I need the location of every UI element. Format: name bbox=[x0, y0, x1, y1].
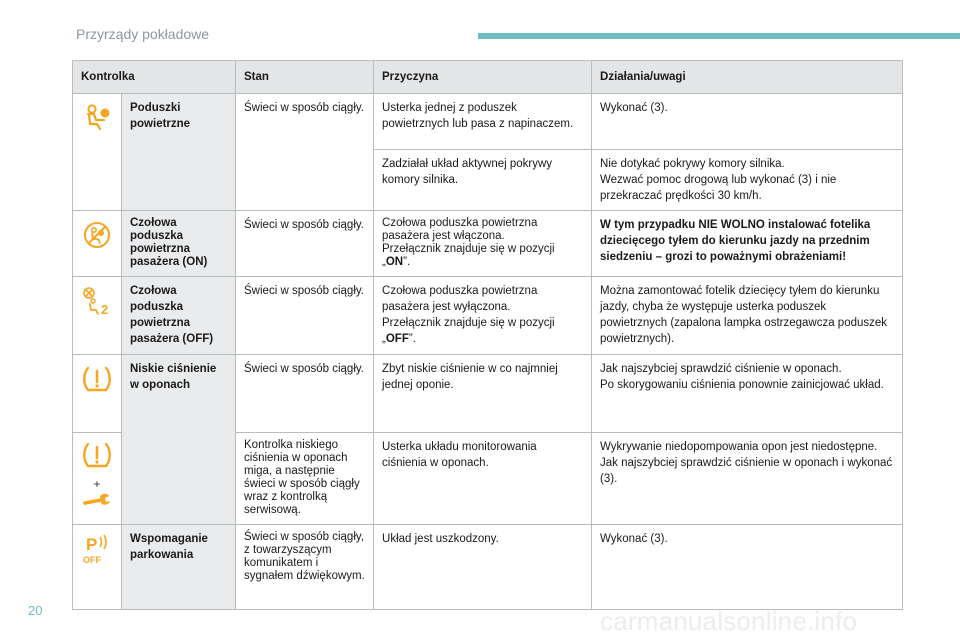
passenger-airbag-on-icon bbox=[83, 221, 111, 254]
state-text: Świeci w sposób ciągły. bbox=[244, 285, 364, 297]
state-text: Świeci w sposób ciągły. bbox=[244, 102, 364, 114]
table-header-row bbox=[73, 61, 903, 94]
watermark: carmanualsonline.info bbox=[600, 606, 858, 636]
state-text: Kontrolka niskiego ciśnienia w oponach miga, a następnie świeci w sposób ciągły wraz z kontrolką serwisową. bbox=[244, 439, 360, 516]
state-text: Świeci w sposób ciągły, z towarzyszącym komunikatem i sygnałem dźwiękowym. bbox=[244, 531, 365, 582]
section-title: Przyrządy pokładowe bbox=[76, 26, 210, 42]
page-number: 20 bbox=[28, 603, 43, 618]
svg-text:OFF: OFF bbox=[83, 555, 101, 565]
state-text: Świeci w sposób ciągły. bbox=[244, 219, 364, 231]
table-row bbox=[73, 277, 903, 355]
airbag-fault-icon bbox=[83, 104, 111, 135]
warning-lights-table bbox=[72, 60, 903, 610]
column-header-dzialania: Działania/uwagi bbox=[592, 61, 903, 94]
cause-text: Układ jest uszkodzony. bbox=[382, 533, 499, 545]
tyre-pressure-icon bbox=[82, 365, 112, 398]
column-header-kontrolka: Kontrolka bbox=[73, 61, 236, 94]
cause-text-switch: Przełącznik znajduje się w pozycji „OFF”. bbox=[382, 317, 555, 345]
light-name: Poduszki powietrzne bbox=[130, 102, 191, 130]
header-accent-bar bbox=[478, 33, 960, 39]
table-row bbox=[73, 525, 903, 610]
action-text: Można zamontować fotelik dziecięcy tyłem do kierunku jazdy, chyba że występuje usterka poduszek powietrznych (zapalona lampka ostrzegawcza poduszek powietrznych). bbox=[600, 285, 888, 345]
cause-text-switch: Przełącznik znajduje się w pozycji „ON”. bbox=[382, 243, 555, 268]
state-text: Świeci w sposób ciągły. bbox=[244, 363, 364, 375]
action-text: Jak najszybciej sprawdzić ciśnienie w oponach i wykonać (3). bbox=[600, 457, 893, 485]
action-text: Po skorygowaniu ciśnienia ponownie zainicjować układ. bbox=[600, 379, 884, 391]
action-text: Wykrywanie niedopompowania opon jest niedostępne. bbox=[600, 441, 878, 453]
action-text: Jak najszybciej sprawdzić ciśnienie w oponach. bbox=[600, 363, 842, 375]
cause-text: Czołowa poduszka powietrzna pasażera jest włączona. bbox=[382, 217, 538, 242]
light-name: Czołowa poduszka powietrzna pasażera (ON) bbox=[130, 217, 208, 268]
switch-position-value: ON bbox=[385, 256, 404, 268]
table-row bbox=[73, 211, 903, 277]
column-header-stan: Stan bbox=[236, 61, 374, 94]
action-warning-text: W tym przypadku NIE WOLNO instalować fotelika dziecięcego tyłem do kierunku jazdy na przednim siedzeniu – grozi to poważnymi obrażeniami! bbox=[600, 219, 871, 263]
cause-text: Zadziałał układ aktywnej pokrywy komory silnika. bbox=[382, 158, 553, 186]
table-row bbox=[73, 94, 903, 150]
light-name: Niskie ciśnienie w oponach bbox=[130, 363, 217, 391]
plus-sign: + bbox=[93, 477, 101, 491]
cause-text: Usterka układu monitorowania ciśnienia w oponach. bbox=[382, 441, 537, 469]
action-text: Wykonać (3). bbox=[600, 533, 668, 545]
light-name: Wspomaganie parkowania bbox=[130, 533, 208, 561]
passenger-airbag-off-icon bbox=[82, 287, 112, 322]
action-text: Wykonać (3). bbox=[600, 102, 668, 114]
svg-text:P: P bbox=[86, 535, 98, 554]
light-name: Czołowa poduszka powietrzna pasażera (OFF) bbox=[130, 285, 214, 345]
tyre-pressure-icon bbox=[82, 441, 112, 469]
switch-position-value: OFF bbox=[385, 333, 409, 345]
table-row bbox=[73, 355, 903, 433]
svg-text:2: 2 bbox=[101, 302, 109, 317]
cause-text: Czołowa poduszka powietrzna pasażera jest wyłączona. bbox=[382, 285, 538, 313]
action-text: Nie dotykać pokrywy komory silnika. bbox=[600, 158, 785, 170]
park-assist-off-icon bbox=[81, 533, 113, 570]
wrench-icon bbox=[82, 492, 112, 508]
cause-text: Zbyt niskie ciśnienie w co najmniej jednej oponie. bbox=[382, 363, 558, 391]
cause-text: Usterka jednej z poduszek powietrznych lub pasa z napinaczem. bbox=[382, 102, 574, 130]
column-header-przyczyna: Przyczyna bbox=[374, 61, 592, 94]
action-text: Wezwać pomoc drogową lub wykonać (3) i nie przekraczać prędkości 30 km/h. bbox=[600, 174, 837, 202]
